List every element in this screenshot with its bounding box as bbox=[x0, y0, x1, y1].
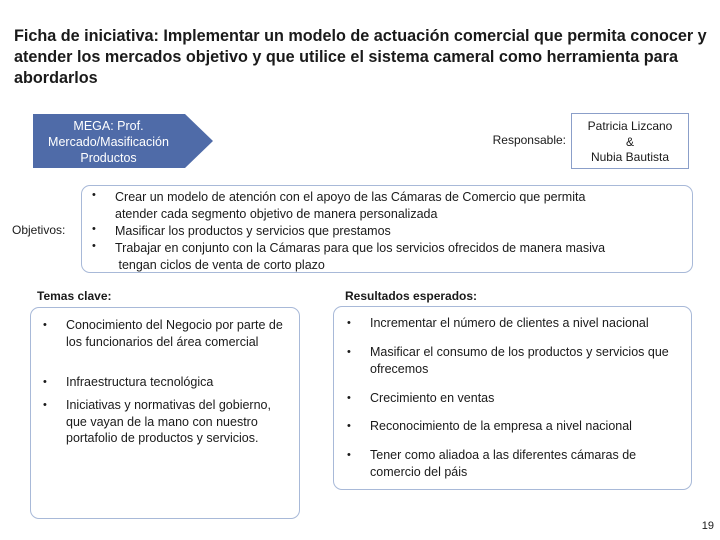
responsable-box bbox=[571, 113, 689, 169]
bullet-icon: • bbox=[92, 240, 96, 252]
objetivo-item-cont: tengan ciclos de venta de corto plazo bbox=[115, 258, 325, 272]
objetivo-item: Masificar los productos y servicios que prestamos bbox=[115, 224, 391, 238]
resultado-item bbox=[347, 447, 670, 480]
resultado-item bbox=[347, 390, 688, 407]
tema-item bbox=[43, 374, 294, 391]
responsable-label: Responsable: bbox=[492, 133, 566, 147]
page-number: 19 bbox=[701, 520, 714, 532]
bullet-icon: • bbox=[92, 189, 96, 201]
objetivo-item: Trabajar en conjunto con la Cámaras para que los servicios ofrecidos de manera masiva bbox=[115, 241, 606, 255]
resultado-text: Incrementar el número de clientes a nivel nacional bbox=[370, 316, 649, 330]
responsable-ampersand: & bbox=[625, 134, 634, 149]
mega-label bbox=[36, 118, 181, 166]
bullet-icon: • bbox=[347, 392, 351, 404]
mega-line: Mercado/Masificación bbox=[48, 135, 169, 149]
bullet-icon: • bbox=[347, 346, 351, 358]
temas-heading: Temas clave: bbox=[37, 289, 112, 303]
resultado-text: Masificar el consumo de los productos y servicios que ofrecemos bbox=[370, 345, 669, 376]
bullet-icon: • bbox=[347, 449, 351, 461]
resultado-text: Crecimiento en ventas bbox=[370, 391, 495, 405]
page-title: Ficha de iniciativa: Implementar un modelo de actuación comercial que permita conocer y atender los mercados objetivo y que utilice el sistema cameral como herramienta para abordarlos bbox=[14, 27, 707, 87]
resultado-item bbox=[347, 418, 688, 435]
tema-text: Conocimiento del Negocio por parte de los funcionarios del área comercial bbox=[66, 318, 283, 349]
responsable-name: Patricia Lizcano bbox=[587, 119, 673, 133]
tema-text: Infraestructura tecnológica bbox=[66, 375, 214, 389]
resultados-heading: Resultados esperados: bbox=[345, 289, 478, 303]
resultado-text: Tener como aliadoa a las diferentes cámaras de comercio del páis bbox=[370, 448, 637, 479]
bullet-icon: • bbox=[43, 376, 47, 388]
objetivos-label: Objetivos: bbox=[12, 223, 66, 237]
bullet-icon: • bbox=[43, 399, 47, 411]
responsable-name: Nubia Bautista bbox=[590, 150, 670, 164]
mega-line: Productos bbox=[80, 151, 137, 165]
resultado-item bbox=[347, 344, 688, 377]
bullet-icon: • bbox=[347, 420, 351, 432]
objetivo-item: Crear un modelo de atención con el apoyo de las Cámaras de Comercio que permita bbox=[115, 190, 586, 204]
resultado-text: Reconocimiento de la empresa a nivel nacional bbox=[370, 419, 632, 433]
bullet-icon: • bbox=[92, 223, 96, 235]
mega-line: MEGA: Prof. bbox=[73, 119, 144, 133]
resultado-item bbox=[347, 315, 688, 332]
bullet-icon: • bbox=[43, 319, 47, 331]
objetivo-item-cont: atender cada segmento objetivo de manera personalizada bbox=[115, 207, 438, 221]
bullet-icon: • bbox=[347, 317, 351, 329]
tema-text: Iniciativas y normativas del gobierno, que vayan de la mano con nuestro portafolio de productos y servicios. bbox=[66, 398, 271, 445]
tema-item bbox=[43, 397, 294, 447]
tema-item bbox=[43, 317, 294, 350]
